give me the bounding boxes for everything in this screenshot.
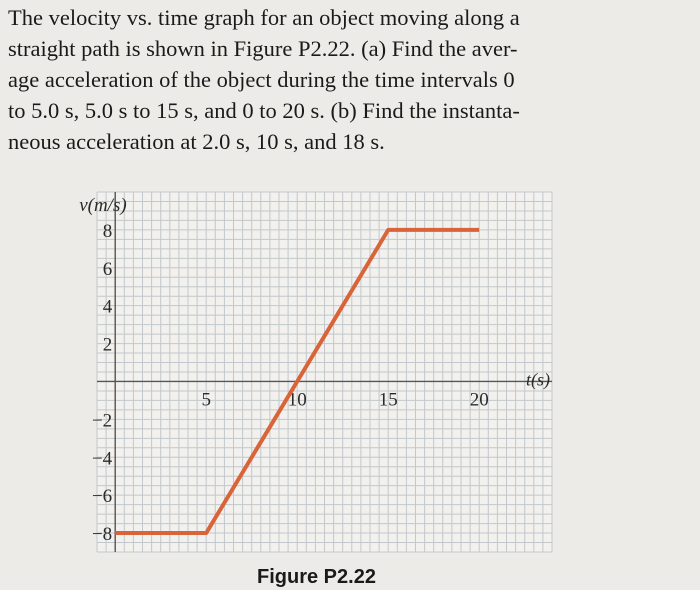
problem-text [8, 2, 688, 157]
y-tick-label: −6 [92, 486, 112, 507]
figure-caption: Figure P2.22 [257, 566, 376, 589]
velocity-time-chart [0, 180, 700, 586]
y-tick-label: 8 [103, 221, 113, 242]
y-tick-label: 4 [103, 297, 113, 318]
y-tick-label: −4 [92, 448, 113, 469]
y-tick-label: 6 [103, 259, 113, 280]
x-axis-label: t(s) [526, 369, 550, 390]
x-tick-label: 20 [470, 389, 489, 410]
figure [0, 180, 700, 586]
x-tick-label: 15 [379, 389, 398, 410]
problem-line: to 5.0 s, 5.0 s to 15 s, and 0 to 20 s. (b) Find the instanta- [8, 95, 688, 126]
y-tick-label: −8 [92, 524, 112, 545]
x-tick-label: 10 [288, 389, 307, 410]
x-tick-label: 5 [201, 389, 211, 410]
y-tick-label: −2 [92, 410, 112, 431]
y-tick-label: 2 [103, 335, 113, 356]
problem-line: age acceleration of the object during the time intervals 0 [8, 64, 688, 95]
problem-line: The velocity vs. time graph for an object moving along a [8, 2, 688, 33]
y-axis-label: v(m/s) [79, 195, 126, 216]
problem-line: neous acceleration at 2.0 s, 10 s, and 18 s. [8, 126, 688, 157]
problem-line: straight path is shown in Figure P2.22. (a) Find the aver- [8, 33, 688, 64]
